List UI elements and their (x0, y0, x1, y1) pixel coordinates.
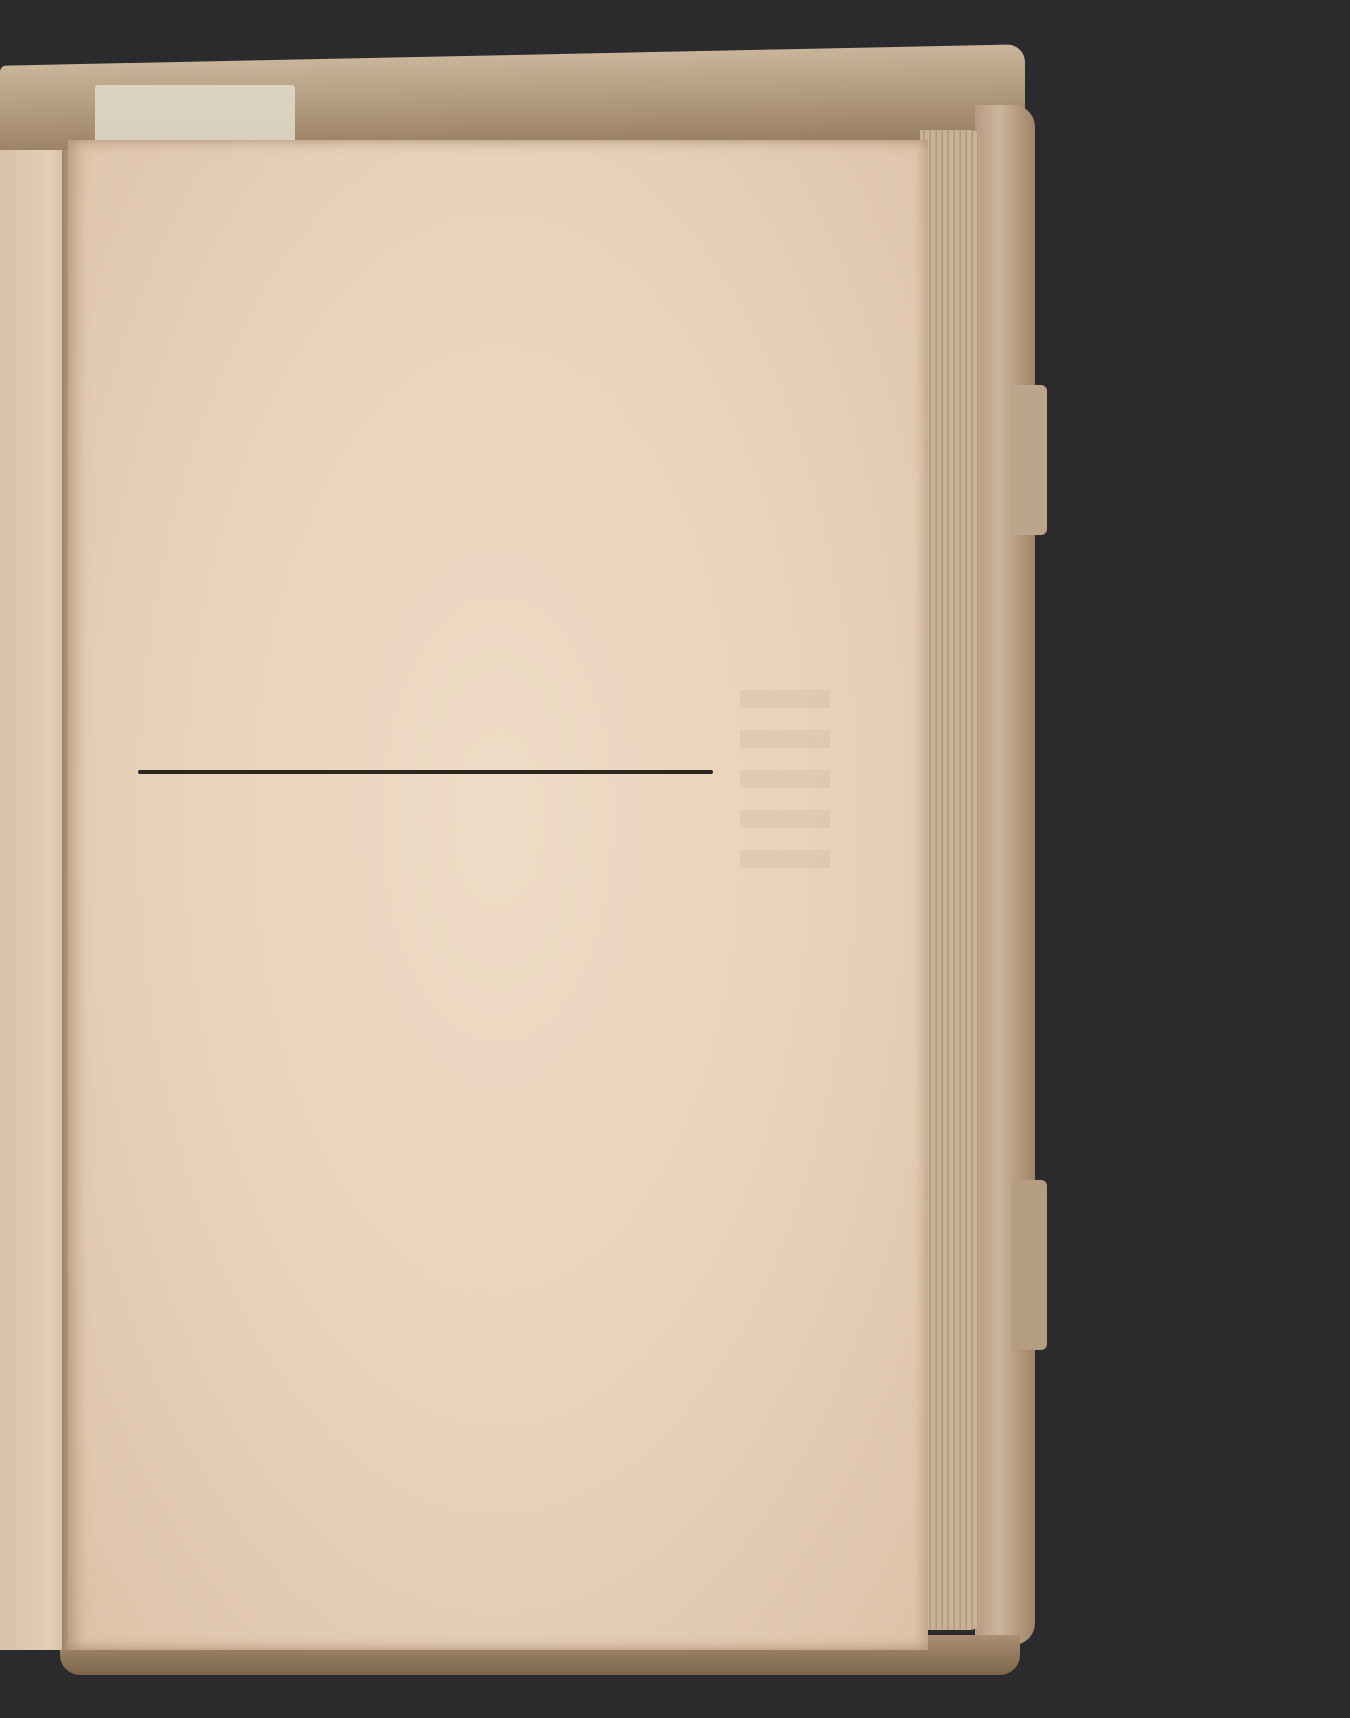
show-through-bleed (740, 690, 830, 870)
cover-tab-upper (1012, 385, 1047, 535)
right-page (68, 140, 928, 1650)
section-rule (138, 770, 713, 774)
page-block-edges (920, 130, 980, 1630)
cover-tab-lower (1012, 1180, 1047, 1350)
running-head (205, 212, 725, 262)
book-cover-edge (975, 105, 1035, 1645)
